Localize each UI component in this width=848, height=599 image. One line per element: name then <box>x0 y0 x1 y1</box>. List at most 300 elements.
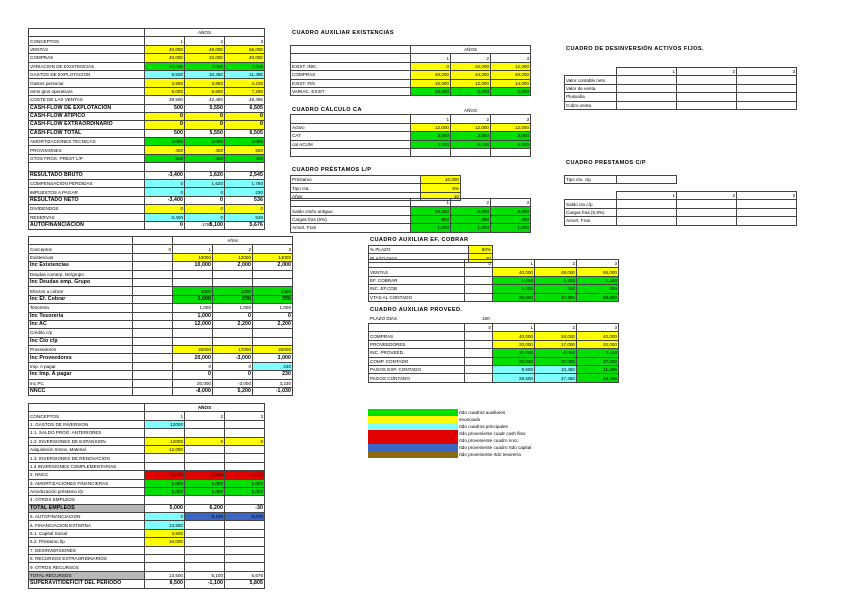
value-cell <box>133 278 173 286</box>
value-cell: 10,450 <box>185 70 225 78</box>
table-row <box>29 529 265 537</box>
row-label: COMPENSACIÓN PÉRDIDAS <box>29 180 145 188</box>
row-label: IMPUESTOS A PAGAR <box>29 188 145 196</box>
table-row <box>29 253 293 261</box>
param-value: 10 <box>421 192 461 200</box>
value-cell: 3 <box>225 37 265 45</box>
table-row <box>29 54 265 62</box>
table-row <box>29 496 265 504</box>
value-cell <box>133 379 173 387</box>
value-cell: 29,500 <box>493 374 535 382</box>
row-label: EXIST. INIC. <box>291 62 411 70</box>
value-cell: 1,000 <box>185 479 225 487</box>
value-cell: 12,000 <box>173 320 213 328</box>
value-cell: 5,550 <box>185 104 225 112</box>
legend-item <box>368 444 531 451</box>
value-cell: 3,000 <box>411 132 451 140</box>
legend-label: rtdo cuadros principales <box>459 424 508 429</box>
value-cell <box>133 329 173 337</box>
row-label: COMPRAS <box>369 332 465 340</box>
row-label: Inc Proveedores <box>29 354 133 362</box>
value-cell: 5,100 <box>185 571 225 579</box>
table-row <box>291 140 531 148</box>
value-cell: 1,000 <box>411 224 451 232</box>
value-cell: 1000 <box>173 287 213 295</box>
value-cell: 1 <box>493 324 535 332</box>
table-row <box>369 357 619 365</box>
value-cell: 2,000 <box>253 262 293 270</box>
table-row <box>291 199 531 207</box>
legend-item <box>368 451 531 458</box>
value-cell: 12000 <box>145 437 185 445</box>
value-cell: 20,000 <box>173 354 213 362</box>
value-cell: 5,100 <box>185 221 225 229</box>
value-cell <box>465 357 493 365</box>
value-cell: 0 <box>465 324 493 332</box>
value-cell <box>465 268 493 276</box>
value-cell <box>133 362 173 370</box>
table-row <box>29 563 265 571</box>
table-row <box>29 79 265 87</box>
years-header-3: AÑOS <box>145 404 265 412</box>
value-cell: 200 <box>253 295 293 303</box>
value-cell: 3,000 <box>577 349 619 357</box>
table-row <box>291 148 531 156</box>
value-cell: 10000 <box>173 253 213 261</box>
suppliers-title: CUADRO AUXILIAR PROVEED. <box>370 307 463 313</box>
value-cell <box>225 462 265 470</box>
value-cell: 1,000 <box>145 487 185 495</box>
value-cell: 1,000 <box>451 224 491 232</box>
value-cell: -8,000 <box>145 471 185 479</box>
value-cell: 500 <box>225 146 265 154</box>
funds-table <box>28 403 265 589</box>
value-cell: 1 <box>145 412 185 420</box>
table-row <box>565 84 797 92</box>
param-value: 5% <box>421 184 461 192</box>
table-row <box>29 437 265 445</box>
value-cell: 1 <box>411 54 451 62</box>
value-cell: 0 <box>145 221 185 229</box>
value-cell: 37,000 <box>535 357 577 365</box>
value-cell <box>213 278 253 286</box>
value-cell <box>677 76 737 84</box>
value-cell: 20,000 <box>493 340 535 348</box>
value-cell: 3,000 <box>185 138 225 146</box>
value-cell: 0 <box>145 112 185 120</box>
row-label: VTAS AL CONTADO <box>369 293 465 301</box>
row-label: VENTAS <box>369 268 465 276</box>
value-cell: 9,000 <box>451 207 491 215</box>
value-cell: 40,000 <box>493 332 535 340</box>
table-row <box>29 70 265 78</box>
table-row <box>29 196 265 204</box>
value-cell: 20,000 <box>493 357 535 365</box>
value-cell: 8,000 <box>491 207 531 215</box>
row-label: Cargas fras (5,9%) <box>565 208 617 216</box>
table-row <box>29 287 293 295</box>
inventory-title: CUADRO AUXILIAR EXISTENCIAS <box>292 30 394 36</box>
value-cell: 400 <box>185 146 225 154</box>
row-label: INC. PROVEED. <box>369 349 465 357</box>
value-cell: 9,500 <box>493 365 535 373</box>
row-label: Plusvalía <box>565 93 617 101</box>
row-label: GTOS FROS. PRÉST L/P <box>29 154 145 162</box>
value-cell: 9,000 <box>491 140 531 148</box>
value-cell: 47,450 <box>535 374 577 382</box>
value-cell: 200 <box>213 295 253 303</box>
value-cell: 6,505 <box>225 104 265 112</box>
value-cell: 1,000 <box>225 487 265 495</box>
row-label: 1.1. SALDO PROG. ANTERIORES <box>29 429 145 437</box>
row-label <box>291 199 411 207</box>
table-row <box>29 62 265 70</box>
value-cell: 6,000 <box>145 87 185 95</box>
value-cell <box>677 101 737 109</box>
value-cell: 3,000 <box>145 138 185 146</box>
value-cell <box>133 312 173 320</box>
legend-item <box>368 416 531 423</box>
value-cell: 55,800 <box>577 293 619 301</box>
value-cell: 1,780 <box>225 180 265 188</box>
short-term-rate-table <box>564 175 677 184</box>
value-cell: 2 <box>535 324 577 332</box>
value-cell: 6,505 <box>225 129 265 137</box>
row-label: EXIST. FIN <box>291 79 411 87</box>
value-cell: 3 <box>491 199 531 207</box>
value-cell: 20,000 <box>493 349 535 357</box>
value-cell <box>225 496 265 504</box>
value-cell <box>185 521 225 529</box>
value-cell: 2 <box>185 412 225 420</box>
value-cell: 0 <box>133 245 173 253</box>
table-row <box>29 138 265 146</box>
table-row <box>29 221 265 229</box>
value-cell: 14,000 <box>491 79 531 87</box>
value-cell: 2,000 <box>491 87 531 95</box>
row-label: otros gtos operativos <box>29 87 145 95</box>
value-cell: -1,030 <box>225 471 265 479</box>
value-cell: 11,495 <box>577 365 619 373</box>
table-row <box>29 213 265 221</box>
value-cell <box>225 445 265 453</box>
table-row <box>369 374 619 382</box>
row-label <box>369 260 465 268</box>
table-row <box>369 260 619 268</box>
value-cell: 3,000 <box>451 132 491 140</box>
value-cell: 0 <box>185 196 225 204</box>
value-cell <box>213 329 253 337</box>
row-label: 6. FINANCIACION EXTERNA <box>29 521 145 529</box>
table-row <box>291 71 531 79</box>
row-label: 1.4 INVERSIONES COMPLEMENTARIAS <box>29 462 145 470</box>
row-label: Inc Deudas emp. Grupo <box>29 278 133 286</box>
value-cell: 37,000 <box>577 357 619 365</box>
value-cell: 2,200 <box>213 320 253 328</box>
row-label: CASH-FLOW EXTRAORDINARIO <box>29 121 145 129</box>
row-label: 8. RECURSOS EXTRAORDINARIOS <box>29 555 145 563</box>
param-value: 10,000 <box>421 176 461 184</box>
legend-swatch <box>368 416 458 422</box>
value-cell: 0 <box>145 121 185 129</box>
value-cell: 450 <box>451 215 491 223</box>
row-label <box>291 115 411 123</box>
value-cell: 1,200 <box>535 276 577 284</box>
table-row <box>29 205 265 213</box>
value-cell <box>253 270 293 278</box>
row-label: Tesoreria <box>29 304 133 312</box>
row-label: Existencias <box>29 253 133 261</box>
value-cell <box>185 563 225 571</box>
row-label: CASH-FLOW ATIPICO <box>29 112 145 120</box>
value-cell: 0 <box>225 121 265 129</box>
value-cell: 1200 <box>213 287 253 295</box>
row-label: COSTE DE LAS VENTAS <box>29 96 145 104</box>
value-cell: 1,000 <box>225 479 265 487</box>
table-row <box>291 115 531 123</box>
row-label: Inc Imp. A pagar <box>29 371 133 379</box>
row-label: Conceptos <box>29 245 133 253</box>
value-cell: 3,230 <box>253 379 293 387</box>
value-cell <box>253 278 293 286</box>
row-label: Inc AC <box>29 320 133 328</box>
table-row <box>291 215 531 223</box>
table-row <box>369 340 619 348</box>
legend-item <box>368 423 531 430</box>
value-cell: 48,000 <box>535 268 577 276</box>
row-label: PAGOS CONTADO <box>369 374 465 382</box>
row-label: Amortización préstamo l/p <box>29 487 145 495</box>
short-term-loans-table: 1 2 3 Saldo cto c/p Cargas fras (5,9%) Amort. Fras <box>566 193 795 224</box>
divestment-title: CUADRO DE DESINVERSIÓN ACTIVOS FIJOS. <box>566 46 704 52</box>
value-cell: 40,000 <box>145 45 185 53</box>
table-row <box>29 555 265 563</box>
value-cell <box>185 496 225 504</box>
table-row <box>291 62 531 70</box>
value-cell: 3 <box>491 54 531 62</box>
value-cell: 39,500 <box>145 96 185 104</box>
short-term-rate-label: Tipo cto. c/p <box>565 176 617 184</box>
value-cell <box>145 563 185 571</box>
value-cell: -3,000 <box>213 354 253 362</box>
value-cell <box>185 445 225 453</box>
value-cell: 34,000 <box>451 71 491 79</box>
value-cell: 5,676 <box>225 513 265 521</box>
legend-label: rtdo proveniente rtdo tesorería <box>459 452 521 457</box>
value-cell <box>677 93 737 101</box>
value-cell: 0 <box>185 112 225 120</box>
legend-swatch <box>368 430 458 436</box>
value-cell <box>677 208 737 216</box>
value-cell <box>145 555 185 563</box>
table-row <box>29 45 265 53</box>
table-row <box>291 207 531 215</box>
legend-label: rtdo proveniente cuadr cash flow <box>459 431 526 436</box>
value-cell: -3,000 <box>535 349 577 357</box>
row-label: Valor contable neto <box>565 76 617 84</box>
table-row <box>29 329 293 337</box>
value-cell: 2,545 <box>225 171 265 179</box>
table-row <box>29 37 265 45</box>
value-cell: 34,000 <box>185 54 225 62</box>
inventory-table <box>290 45 531 96</box>
row-label: 9. OTROS RECURSOS <box>29 563 145 571</box>
param-row <box>291 184 461 192</box>
value-cell <box>185 429 225 437</box>
row-label <box>291 148 411 156</box>
table-row <box>29 171 265 179</box>
table-row <box>291 123 531 131</box>
table-row <box>29 337 293 345</box>
legend-item <box>368 430 531 437</box>
legend-label: rtdo proveniente cuadro rtdo capital <box>459 445 532 450</box>
value-cell <box>225 429 265 437</box>
value-cell: 1,000 <box>185 487 225 495</box>
table-row <box>29 445 265 453</box>
value-cell: 10,000 <box>451 62 491 70</box>
value-cell: 5,550 <box>185 129 225 137</box>
row-label: Imp. A pagar <box>29 362 133 370</box>
value-cell: 48,000 <box>185 45 225 53</box>
param-row <box>291 176 461 184</box>
value-cell: 3,850 <box>185 79 225 87</box>
value-cell: 0 <box>213 312 253 320</box>
legend-item <box>368 409 531 416</box>
value-cell <box>451 148 491 156</box>
value-cell: 2 <box>451 199 491 207</box>
value-cell <box>133 287 173 295</box>
depreciation-title: CUADRO CÁLCULO CA <box>292 107 362 113</box>
value-cell: 12,000 <box>145 445 185 453</box>
value-cell: 6,000 <box>451 140 491 148</box>
param-value: 50% <box>469 246 493 254</box>
value-cell: 400 <box>491 215 531 223</box>
value-cell: 450 <box>185 154 225 162</box>
working-capital-table <box>28 236 293 396</box>
table-row <box>29 129 265 137</box>
value-cell: 1,000 <box>145 479 185 487</box>
value-cell <box>145 496 185 504</box>
row-label: Saldo cto c/p <box>565 200 617 208</box>
table-row <box>29 146 265 154</box>
value-cell <box>465 349 493 357</box>
value-cell <box>491 148 531 156</box>
value-cell <box>617 76 677 84</box>
row-label: Cobro venta <box>565 101 617 109</box>
row-label: Efectos a cobrar <box>29 287 133 295</box>
value-cell <box>677 200 737 208</box>
legend-swatch <box>368 409 458 415</box>
value-cell <box>185 454 225 462</box>
value-cell: 1400 <box>253 287 293 295</box>
table-row <box>291 224 531 232</box>
value-cell: 12,000 <box>451 79 491 87</box>
value-cell: 3 <box>225 412 265 420</box>
long-term-loans-title: CUADRO PRÉSTAMOS L/P <box>292 167 372 173</box>
table-row <box>369 349 619 357</box>
value-cell: 20000 <box>173 346 213 354</box>
table-row <box>29 96 265 104</box>
value-cell <box>465 293 493 301</box>
value-cell: 17000 <box>213 346 253 354</box>
table-row <box>29 104 265 112</box>
value-cell: 10,000 <box>173 262 213 270</box>
row-label: GASTOS DE EXPLOTACION <box>29 70 145 78</box>
row-label: Amort. Fras <box>565 217 617 225</box>
value-cell: 3 <box>491 115 531 123</box>
row-label: Saldo cto/to antiguo <box>291 207 411 215</box>
years-header-2: Años <box>173 237 293 245</box>
value-cell: 2,200 <box>253 320 293 328</box>
table-row <box>29 245 293 253</box>
value-cell: -3,000 <box>213 379 253 387</box>
table-row <box>29 420 265 428</box>
table-row <box>291 79 531 87</box>
param-label: PLAZO DIAS <box>369 254 469 262</box>
value-cell <box>737 93 797 101</box>
value-cell <box>133 320 173 328</box>
value-cell: 200 <box>577 285 619 293</box>
table-row <box>369 285 619 293</box>
table-row <box>29 504 265 512</box>
value-cell <box>411 148 451 156</box>
value-cell: -3,400 <box>145 171 185 179</box>
value-cell <box>253 337 293 345</box>
value-cell: 536 <box>225 196 265 204</box>
value-cell: 3 <box>577 324 619 332</box>
value-cell <box>225 163 265 171</box>
table-row <box>29 362 293 370</box>
receivables-title: CUADRO AUXILIAR EF. COBRAR <box>370 237 469 243</box>
row-label: AUTOFINANCIACION <box>29 221 145 229</box>
value-cell: 1,400 <box>577 276 619 284</box>
value-cell: 12000 <box>145 420 185 428</box>
row-label: TOTAL RECURSOS <box>29 571 145 579</box>
row-label: PROVEEDORES <box>369 340 465 348</box>
value-cell: 500 <box>411 215 451 223</box>
row-label: PAGOS EXP. CONTADO <box>369 365 465 373</box>
table-row <box>29 180 265 188</box>
value-cell: 40,000 <box>491 71 531 79</box>
value-cell: 48,495 <box>577 374 619 382</box>
table-row <box>29 320 293 328</box>
legend-item <box>368 437 531 444</box>
value-cell <box>737 208 797 216</box>
value-cell: 0 <box>185 213 225 221</box>
value-cell: 1,620 <box>185 180 225 188</box>
row-label: 1.3. INVERSIONES DE RENOVACION <box>29 454 145 462</box>
row-label <box>291 54 411 62</box>
value-cell <box>133 337 173 345</box>
value-cell: 20,000 <box>173 379 213 387</box>
table-row <box>29 371 293 379</box>
table-row <box>29 354 293 362</box>
value-cell <box>133 253 173 261</box>
long-term-loans-table <box>290 198 531 233</box>
suppliers-table <box>368 323 619 383</box>
value-cell: 400 <box>145 146 185 154</box>
row-label: Cargas fras (5%) <box>291 215 411 223</box>
value-cell: 34,000 <box>535 332 577 340</box>
row-label: COMP. CONTADO <box>369 357 465 365</box>
row-label <box>369 324 465 332</box>
value-cell: 1,000 <box>173 295 213 303</box>
value-cell <box>185 555 225 563</box>
value-cell <box>173 278 213 286</box>
value-cell: 56,000 <box>577 268 619 276</box>
value-cell: 0 <box>213 371 253 379</box>
value-cell: 3 <box>253 245 293 253</box>
